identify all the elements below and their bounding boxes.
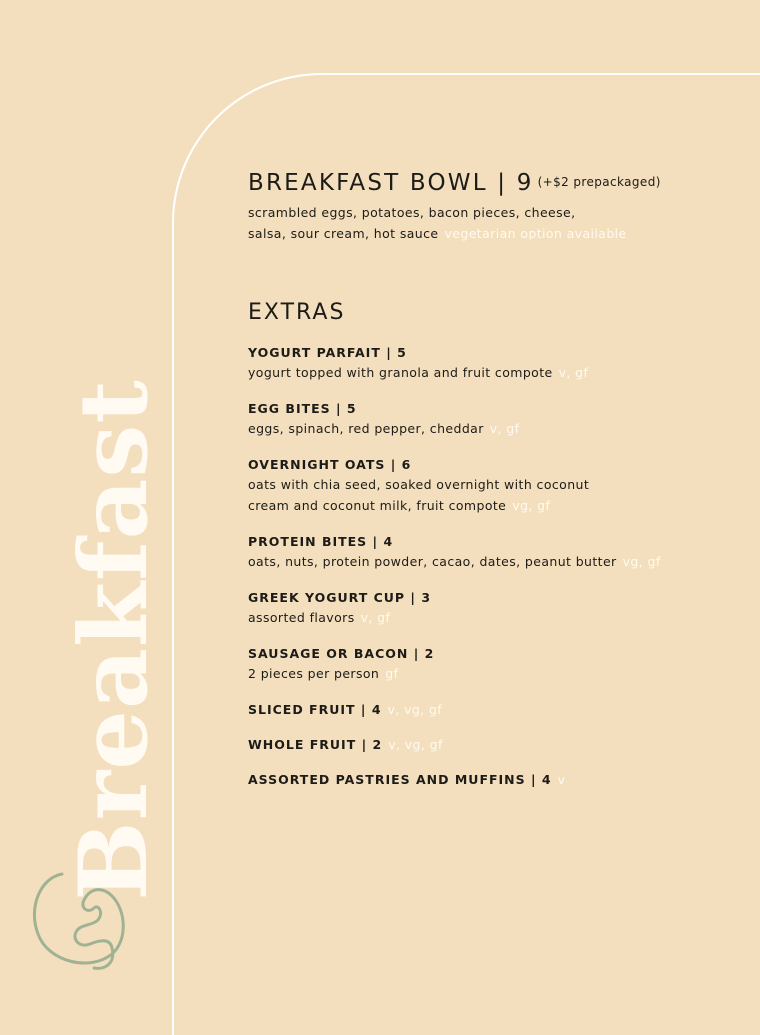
menu-item-name [248,455,728,474]
menu-item-desc-line: cream and coconut milk, fruit compote [248,498,507,513]
menu-item-description [248,474,728,516]
menu-item [248,735,728,754]
menu-item-desc-line: eggs, spinach, red pepper, cheddar [248,421,484,436]
extras-heading: EXTRAS [248,300,346,325]
menu-item-name [248,532,728,551]
menu-item [248,770,728,789]
menu-item-name [248,735,728,754]
menu-item-name [248,770,728,789]
main-item-description [248,202,728,244]
menu-item-title: ASSORTED PASTRIES AND MUFFINS | 4 [248,772,552,787]
menu-item-description [248,607,728,628]
side-title: Breakfast [59,379,169,901]
menu-item-desc-line: yogurt topped with granola and fruit compote [248,365,553,380]
menu-item-title: SAUSAGE OR BACON | 2 [248,646,435,661]
menu-content [248,170,728,805]
extras-list [248,343,728,789]
menu-item-tag: vg, gf [512,498,551,513]
menu-item-title: GREEK YOGURT CUP | 3 [248,590,432,605]
menu-item [248,700,728,719]
menu-item-desc-line: 2 pieces per person [248,666,380,681]
main-item-title [248,170,728,196]
menu-item-desc-line: oats, nuts, protein powder, cacao, dates, peanut butter [248,554,617,569]
menu-item-name [248,700,728,719]
menu-item-tag: v, gf [558,365,589,380]
script-letter-logo-icon [32,868,128,972]
menu-item-tag: v [557,772,566,787]
menu-item-name [248,588,728,607]
main-item-tag: vegetarian option available [444,226,627,241]
menu-item-tag: v, gf [489,421,520,436]
main-desc-line-1: scrambled eggs, potatoes, bacon pieces, cheese, [248,205,576,220]
menu-item [248,455,728,516]
main-desc-line-2: salsa, sour cream, hot sauce [248,226,439,241]
menu-item-description [248,551,728,572]
menu-item-tag: vg, gf [622,554,661,569]
main-item-note: (+$2 prepackaged) [537,175,661,189]
menu-item-tag: gf [385,666,399,681]
menu-item-desc-line: oats with chia seed, soaked overnight with coconut [248,477,590,492]
menu-item-title: EGG BITES | 5 [248,401,357,416]
menu-item-title: WHOLE FRUIT | 2 [248,737,383,752]
menu-item-title: PROTEIN BITES | 4 [248,534,394,549]
menu-item [248,399,728,439]
menu-item [248,588,728,628]
menu-item-description [248,418,728,439]
menu-item-tag: v, vg, gf [387,702,443,717]
menu-item-name [248,343,728,362]
menu-item-tag: v, gf [360,610,391,625]
menu-item [248,343,728,383]
menu-item-desc-line: assorted flavors [248,610,355,625]
menu-item-description [248,362,728,383]
main-item-name: BREAKFAST BOWL | 9 [248,170,534,196]
menu-item-name [248,399,728,418]
menu-item-title: YOGURT PARFAIT | 5 [248,345,407,360]
menu-item-tag: v, vg, gf [388,737,443,752]
menu-item-description [248,663,728,684]
menu-item-name [248,644,728,663]
menu-item-title: SLICED FRUIT | 4 [248,702,382,717]
menu-item-title: OVERNIGHT OATS | 6 [248,457,412,472]
menu-item [248,532,728,572]
menu-item [248,644,728,684]
